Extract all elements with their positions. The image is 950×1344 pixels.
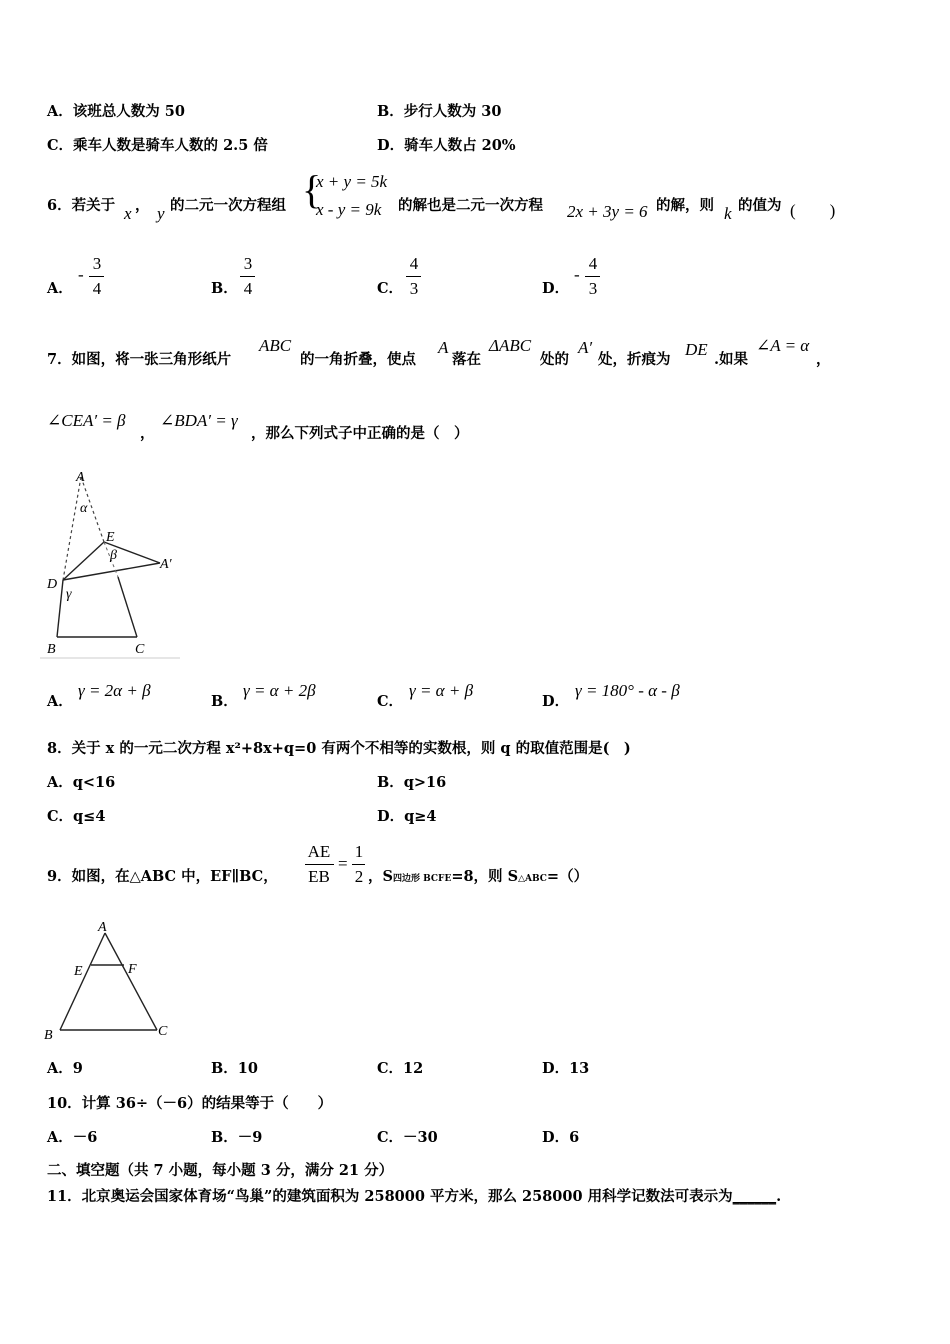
- q8-option-c: C．q≤4: [47, 808, 106, 825]
- q7-fig-side-ec: [118, 577, 137, 637]
- q7-text-1: 7．如图，将一张三角形纸片: [47, 351, 232, 368]
- q9-fraction-numerator: AE: [307, 842, 331, 861]
- q7-fig-dashed-ad: [63, 477, 81, 580]
- q10-option-b: [211, 1129, 262, 1147]
- q7-condition-2: ∠CEA′ = β: [47, 411, 126, 430]
- q6-option-a-label: A．: [47, 280, 73, 297]
- q9-fig-label-f: F: [128, 962, 137, 977]
- q9-fig-side-ab: [60, 933, 105, 1030]
- q10-option-d: [542, 1129, 579, 1147]
- q7-fig-label-e: E: [106, 530, 115, 545]
- q9-fraction-denominator: EB: [308, 867, 330, 886]
- q6-option-a-sign: -: [78, 265, 84, 284]
- q9-fig-label-c: C: [158, 1024, 168, 1039]
- q11-end: .: [776, 1188, 782, 1205]
- q9-rhs-fraction-bar: [352, 864, 365, 865]
- q5-option-c: C．乘车人数是骑车人数的 2.5 倍: [47, 137, 268, 154]
- q6-option-d-label: D．: [542, 280, 570, 297]
- q7-option-c-expr: γ = α + β: [409, 681, 474, 700]
- q9-text-2a: ，S: [368, 868, 393, 885]
- q7-fig-label-a: A: [76, 470, 85, 485]
- q6-equation-2: x - y = 9k: [316, 200, 382, 219]
- q10-option-d-value: 6: [569, 1129, 580, 1146]
- q7-text-6: .如果: [714, 351, 749, 368]
- q9-text-4: =（）: [546, 868, 589, 885]
- q6-var-y: y: [157, 204, 165, 223]
- q10-stem: 10．计算 36÷（－6）的结果等于（ ）: [47, 1095, 333, 1112]
- q10-option-b-label: B．: [211, 1129, 238, 1146]
- q7-point-a: A: [438, 338, 449, 357]
- q6-option-c-denominator: 3: [409, 279, 419, 298]
- q6-option-d-denominator: 3: [588, 279, 598, 298]
- q7-text-3: 落在: [452, 351, 481, 368]
- q7-triangle: ΔABC: [489, 336, 532, 355]
- q11-stem-line: [47, 1188, 781, 1206]
- q9-option-d-value: 13: [569, 1060, 590, 1077]
- q7-fig-label-d: D: [47, 577, 58, 592]
- q9-triangle-figure: [40, 915, 180, 1045]
- q7-comma-2: ，: [140, 425, 155, 442]
- q11-answer-blank[interactable]: ______: [732, 1188, 777, 1205]
- q6-comma: ，: [135, 197, 150, 214]
- q7-option-b-expr: γ = α + 2β: [243, 681, 316, 700]
- q9-text-3: =8，则 S: [451, 868, 519, 885]
- q5-option-a: A．该班总人数为 50: [47, 103, 185, 120]
- q7-text-7: ，那么下列式子中正确的是（ ）: [251, 425, 469, 442]
- q9-option-b-value: 10: [237, 1060, 258, 1077]
- q10-option-a: [47, 1129, 97, 1147]
- q6-text-2: 的二元一次方程组: [170, 197, 286, 214]
- q7-fig-label-alpha: α: [80, 501, 88, 516]
- q7-a-prime: A′: [578, 338, 593, 357]
- q6-option-b-fraction-bar: [240, 276, 255, 277]
- q9-fig-side-ac: [105, 933, 157, 1030]
- q6-text-4: 的解，则: [656, 197, 714, 214]
- q9-subscript-triangle: △ABC: [518, 874, 547, 884]
- q10-option-d-label: D．: [542, 1129, 570, 1146]
- q7-fig-label-c: C: [135, 642, 145, 657]
- q6-text-1: 6．若关于: [47, 197, 116, 214]
- q6-option-b-numerator: 3: [243, 254, 253, 273]
- q9-option-c-label: C．: [377, 1060, 404, 1077]
- q9-fig-label-e: E: [74, 964, 83, 979]
- q7-option-a-expr: γ = 2α + β: [78, 681, 151, 700]
- q10-option-a-label: A．: [47, 1129, 73, 1146]
- q9-option-d-label: D．: [542, 1060, 570, 1077]
- q5-option-b: B．步行人数为 30: [377, 103, 502, 120]
- q7-fig-label-b: B: [47, 642, 56, 657]
- q10-option-c: [377, 1129, 438, 1147]
- q9-option-c-value: 12: [403, 1060, 424, 1077]
- q6-option-b-label: B．: [211, 280, 238, 297]
- q7-option-b-label: B．: [211, 693, 238, 710]
- q7-text-5: 处，折痕为: [598, 351, 671, 368]
- q11-stem: 11．北京奥运会国家体育场“鸟巢”的建筑面积为 258000 平方米，那么 258000 用科学记数法可表示为: [47, 1188, 733, 1205]
- q7-fig-label-gamma: γ: [66, 587, 72, 602]
- q6-option-a-numerator: 3: [92, 254, 102, 273]
- q9-subscript-quad: 四边形 BCFE: [392, 874, 452, 884]
- q6-option-c-fraction-bar: [406, 276, 421, 277]
- q9-equals: =: [338, 854, 348, 873]
- q6-var-x: x: [124, 204, 132, 223]
- q7-option-a-label: A．: [47, 693, 73, 710]
- q7-fig-label-beta: β: [110, 548, 117, 563]
- q7-text-4: 处的: [540, 351, 569, 368]
- q6-text-5: 的值为: [738, 197, 782, 214]
- q6-var-k: k: [724, 204, 732, 223]
- q8-option-b: B．q>16: [377, 774, 447, 791]
- q7-fig-side-da-prime: [63, 563, 160, 580]
- q9-option-b-label: B．: [211, 1060, 238, 1077]
- q6-text-3: 的解也是二元一次方程: [398, 197, 543, 214]
- q9-fig-label-a: A: [98, 920, 107, 935]
- q7-text-2: 的一角折叠，使点: [300, 351, 416, 368]
- q6-equation-1: x + y = 5k: [316, 172, 388, 191]
- q6-option-a-fraction-bar: [89, 276, 104, 277]
- q8-stem: 8．关于 x 的一元二次方程 x²+8x+q=0 有两个不相等的实数根，则 q 的取值范围是( ): [47, 740, 631, 757]
- q6-option-b-denominator: 4: [243, 279, 253, 298]
- q9-option-d: [542, 1060, 589, 1078]
- q9-rhs-numerator: 1: [354, 842, 364, 861]
- q9-text-1: 9．如图，在△ABC 中，EF∥BC，: [47, 868, 278, 885]
- q6-option-c-label: C．: [377, 280, 404, 297]
- q10-option-c-label: C．: [377, 1129, 404, 1146]
- q7-condition-3: ∠BDA′ = γ: [160, 411, 238, 430]
- q10-option-a-value: －6: [72, 1129, 98, 1146]
- q7-crease-de: DE: [685, 340, 708, 359]
- q6-option-c-numerator: 4: [409, 254, 419, 273]
- q7-comma: ，: [816, 351, 831, 368]
- q9-option-a-value: 9: [72, 1060, 83, 1077]
- q7-abc: ABC: [259, 336, 292, 355]
- q9-rhs-denominator: 2: [354, 867, 364, 886]
- q6-system-brace: {: [302, 167, 322, 212]
- q10-option-b-value: －9: [237, 1129, 263, 1146]
- q7-option-d-label: D．: [542, 693, 570, 710]
- q8-option-a: A．q<16: [47, 774, 116, 791]
- q7-fig-label-a-prime: A′: [160, 557, 172, 572]
- q6-option-d-fraction-bar: [585, 276, 600, 277]
- q8-option-d: D．q≥4: [377, 808, 437, 825]
- q7-folded-triangle-figure: [40, 465, 185, 665]
- q10-option-c-value: －30: [403, 1129, 438, 1146]
- q6-equation-3: 2x + 3y = 6: [567, 202, 648, 221]
- q6-option-d-sign: -: [574, 265, 580, 284]
- q9-text-2: [368, 868, 588, 888]
- q9-fraction-bar: [305, 864, 334, 865]
- q9-option-b: [211, 1060, 258, 1078]
- q9-option-c: [377, 1060, 423, 1078]
- section-2-heading: 二、填空题（共 7 小题，每小题 3 分，满分 21 分）: [47, 1162, 394, 1179]
- q7-option-d-expr: γ = 180° - α - β: [575, 681, 680, 700]
- q5-option-d: D．骑车人数占 20%: [377, 137, 516, 154]
- q7-fig-side-db: [57, 580, 63, 637]
- q7-condition-1: ∠A = α: [756, 336, 810, 355]
- q9-fig-label-b: B: [44, 1028, 53, 1043]
- q6-option-d-numerator: 4: [588, 254, 598, 273]
- q9-option-a-label: A．: [47, 1060, 73, 1077]
- q6-option-a-denominator: 4: [92, 279, 102, 298]
- q7-option-c-label: C．: [377, 693, 404, 710]
- q9-option-a: [47, 1060, 83, 1078]
- q6-answer-paren: ( ): [790, 201, 836, 220]
